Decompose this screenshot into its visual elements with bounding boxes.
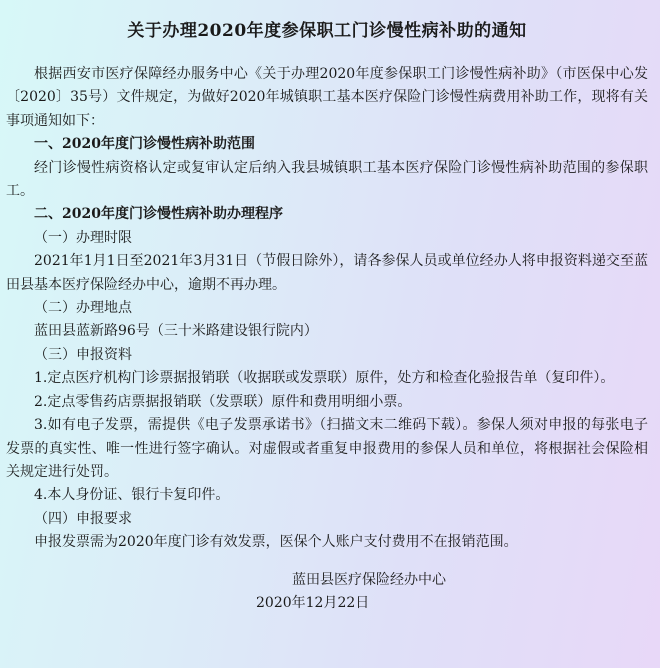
signature-block xyxy=(6,569,648,615)
notice-title: 关于办理2020年度参保职工门诊慢性病补助的通知 xyxy=(127,21,527,41)
doc-item-3: 3.如有电子发票，需提供《电子发票承诺书》（扫描文末二维码下载）。参保人须对申报的每张电子发票的真实性、唯一性进行签字确认。对虚假或者重复申报费用的参保人员和单位，将根据社会保险相关规定进行处罚。 xyxy=(6,417,648,480)
doc-item-4: 4.本人身份证、银行卡复印件。 xyxy=(34,487,230,504)
place-text: 蓝田县蓝新路96号（三十米路建设银行院内） xyxy=(34,323,318,340)
section1-heading: 一、2020年度门诊慢性病补助范围 xyxy=(34,136,255,153)
signature-date: 2020年12月22日 xyxy=(256,594,370,611)
signature-org: 蓝田县医疗保险经办中心 xyxy=(292,571,446,588)
requirements-text: 申报发票需为2020年度门诊有效发票，医保个人账户支付费用不在报销范围。 xyxy=(34,534,518,551)
time-text: 2021年1月1日至2021年3月31日（节假日除外），请各参保人员或单位经办人将申报资料递交至蓝田县基本医疗保险经办中心，逾期不再办理。 xyxy=(6,253,648,293)
section1-text: 经门诊慢性病资格认定或复审认定后纳入我县城镇职工基本医疗保险门诊慢性病补助范围的参保职工。 xyxy=(6,159,648,200)
section2-heading: 二、2020年度门诊慢性病补助办理程序 xyxy=(34,206,283,223)
place-heading: （二）办理地点 xyxy=(34,300,132,317)
notice-body xyxy=(6,63,648,555)
doc-item-1: 1.定点医疗机构门诊票据报销联（收据联或发票联）原件，处方和检查化验报告单（复印件）。 xyxy=(34,370,615,387)
intro-paragraph: 根据西安市医疗保障经办服务中心《关于办理2020年度参保职工门诊慢性病补助》（市医保中心发〔2020〕35号）文件规定，为做好2020年城镇职工基本医疗保险门诊慢性病费用补助工作，现将有关事项通知如下： xyxy=(6,66,648,129)
doc-item-2: 2.定点零售药店票据报销联（发票联）原件和费用明细小票。 xyxy=(34,393,412,410)
docs-heading: （三）申报资料 xyxy=(34,346,132,363)
time-heading: （一）办理时限 xyxy=(34,229,132,246)
requirements-heading: （四）申报要求 xyxy=(34,510,132,527)
